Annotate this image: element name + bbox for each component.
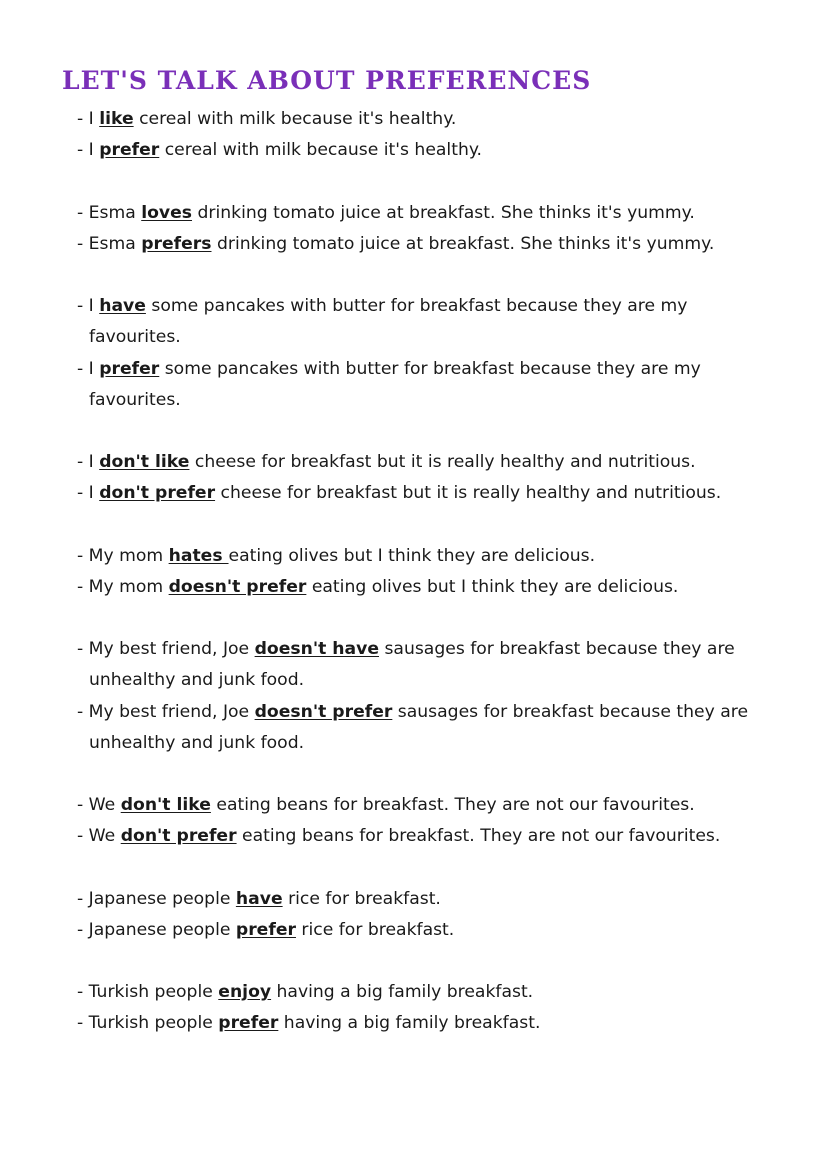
sentence-line xyxy=(77,572,817,603)
sentence-line xyxy=(77,198,817,229)
sentence-text: having a big family breakfast. xyxy=(271,982,534,1003)
sentence-text: cheese for breakfast but it is really healthy and nutritious. xyxy=(215,483,722,504)
sentence-line xyxy=(77,728,817,759)
keyword: like xyxy=(99,109,134,129)
sentence-line xyxy=(77,634,817,665)
sentence-text: - I xyxy=(77,296,100,317)
sentence-line xyxy=(77,229,817,260)
group-spacer xyxy=(77,853,817,884)
sentence-text: - We xyxy=(77,826,121,847)
sentence-line xyxy=(77,821,817,852)
sentence-line xyxy=(77,665,817,696)
sentence-list xyxy=(77,104,817,1040)
sentence-text: some pancakes with butter for breakfast because they are my xyxy=(159,358,701,379)
sentence-text: some pancakes with butter for breakfast because they are my xyxy=(145,296,688,317)
keyword: prefer xyxy=(99,140,160,161)
sentence-text: - Turkish people xyxy=(77,982,219,1003)
sentence-line xyxy=(77,884,817,915)
sentence-text: - My mom xyxy=(77,545,169,566)
sentence-text: - We xyxy=(77,795,121,816)
sentence-text: drinking tomato juice at breakfast. She thinks it's yummy. xyxy=(211,233,715,254)
sentence-text: eating olives but I think they are delicious. xyxy=(228,545,596,566)
sentence-text: sausages for breakfast because they are xyxy=(379,639,735,660)
sentence-text: - Japanese people xyxy=(77,919,236,940)
sentence-line xyxy=(77,385,817,416)
keyword: have xyxy=(235,888,283,909)
sentence-line xyxy=(77,135,817,166)
sentence-line xyxy=(77,790,817,821)
keyword: hates xyxy=(168,545,229,566)
sentence-text: cheese for breakfast but it is really healthy and nutritious. xyxy=(189,452,696,473)
keyword: don't prefer xyxy=(120,826,237,847)
sentence-text: - I xyxy=(77,483,100,504)
sentence-text: unhealthy and junk food. xyxy=(89,732,305,753)
sentence-text: eating beans for breakfast. They are not our favourites. xyxy=(210,795,695,816)
sentence-line xyxy=(77,354,817,385)
sentence-text: unhealthy and junk food. xyxy=(89,670,305,691)
keyword: loves xyxy=(141,202,193,223)
sentence-text: having a big family breakfast. xyxy=(278,1013,541,1034)
keyword: prefers xyxy=(141,233,212,254)
sentence-line xyxy=(77,915,817,946)
group-spacer xyxy=(77,509,817,540)
keyword: prefer xyxy=(235,919,296,940)
sentence-text: - I xyxy=(77,452,100,473)
sentence-text: drinking tomato juice at breakfast. She thinks it's yummy. xyxy=(192,202,695,223)
keyword: doesn't prefer xyxy=(254,701,393,722)
keyword: don't like xyxy=(120,795,211,816)
sentence-text: rice for breakfast. xyxy=(282,888,441,909)
group-spacer xyxy=(77,260,817,291)
sentence-line xyxy=(77,697,817,728)
sentence-text: - My mom xyxy=(77,576,169,597)
keyword: have xyxy=(99,296,146,317)
sentence-text: cereal with milk because it's healthy. xyxy=(133,109,457,129)
sentence-text: - I xyxy=(77,358,100,379)
keyword: prefer xyxy=(218,1013,279,1034)
sentence-text: favourites. xyxy=(89,327,181,348)
sentence-line xyxy=(77,1008,817,1039)
group-spacer xyxy=(77,946,817,977)
sentence-line xyxy=(77,977,817,1008)
sentence-text: sausages for breakfast because they are xyxy=(392,701,749,722)
keyword: prefer xyxy=(99,358,160,379)
sentence-text: - Turkish people xyxy=(77,1013,219,1034)
page-title: LET'S TALK ABOUT PREFERENCES xyxy=(62,66,592,95)
sentence-text: eating beans for breakfast. They are not our favourites. xyxy=(236,826,721,847)
sentence-text: - Esma xyxy=(77,202,142,223)
sentence-text: - I xyxy=(77,109,100,129)
keyword: don't like xyxy=(99,452,190,473)
sentence-line xyxy=(77,541,817,572)
group-spacer xyxy=(77,416,817,447)
sentence-line xyxy=(77,104,817,135)
sentence-text: - Esma xyxy=(77,233,142,254)
keyword: doesn't have xyxy=(254,639,379,660)
sentence-line xyxy=(77,478,817,509)
sentence-text: cereal with milk because it's healthy. xyxy=(159,140,483,161)
sentence-text: - My best friend, Joe xyxy=(77,639,255,660)
keyword: doesn't prefer xyxy=(168,576,307,597)
group-spacer xyxy=(77,166,817,197)
sentence-text: favourites. xyxy=(89,389,181,410)
sentence-line xyxy=(77,291,817,322)
sentence-line xyxy=(77,322,817,353)
keyword: don't prefer xyxy=(99,483,216,504)
sentence-text: - I xyxy=(77,140,100,161)
sentence-text: eating olives but I think they are delicious. xyxy=(306,576,679,597)
keyword: enjoy xyxy=(218,982,272,1003)
group-spacer xyxy=(77,603,817,634)
sentence-line xyxy=(77,447,817,478)
sentence-text: - My best friend, Joe xyxy=(77,701,255,722)
sentence-text: rice for breakfast. xyxy=(295,919,455,940)
sentence-text: - Japanese people xyxy=(77,888,236,909)
group-spacer xyxy=(77,759,817,790)
